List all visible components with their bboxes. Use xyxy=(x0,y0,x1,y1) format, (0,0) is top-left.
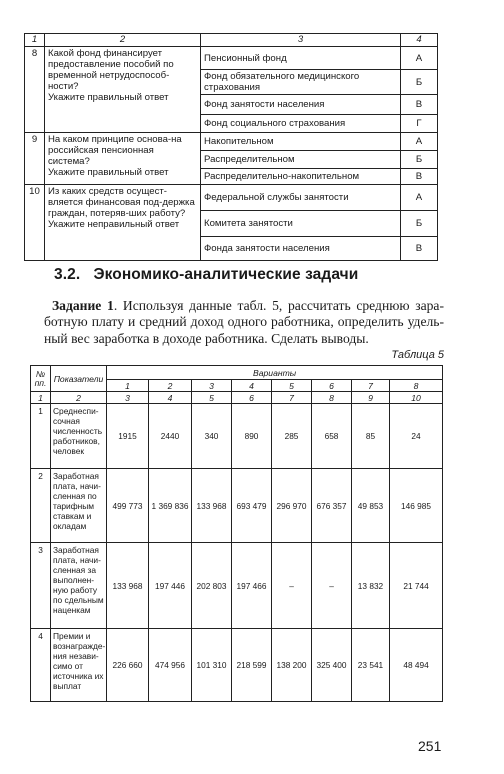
variant-number: 8 xyxy=(390,380,443,392)
quiz-row xyxy=(25,185,438,211)
answer-option: Фонд социального страхования xyxy=(201,115,401,133)
column-number-row xyxy=(31,392,443,404)
value-cell: 138 200 xyxy=(272,629,312,702)
value-cell: 202 803 xyxy=(192,543,232,629)
answer-letter: А xyxy=(401,47,438,70)
answer-letter: Б xyxy=(401,211,438,237)
table-row xyxy=(31,543,443,629)
value-cell: 197 466 xyxy=(232,543,272,629)
value-cell: 285 xyxy=(272,404,312,469)
row-number: 4 xyxy=(31,629,51,702)
quiz-header-col-1: 1 xyxy=(25,34,45,47)
table-row xyxy=(31,404,443,469)
answer-option: Накопительном xyxy=(201,133,401,151)
value-cell: 474 956 xyxy=(149,629,192,702)
answer-letter: А xyxy=(401,133,438,151)
column-number: 10 xyxy=(390,392,443,404)
value-cell: 146 985 xyxy=(390,469,443,543)
value-cell: 101 310 xyxy=(192,629,232,702)
value-cell: 1 369 836 xyxy=(149,469,192,543)
answer-option: Фонд обязательного медицинского страхования xyxy=(201,70,401,95)
variant-number: 6 xyxy=(312,380,352,392)
column-number: 9 xyxy=(352,392,390,404)
value-cell: 218 599 xyxy=(232,629,272,702)
value-cell: – xyxy=(272,543,312,629)
table-row xyxy=(31,469,443,543)
answer-option: Комитета занятости xyxy=(201,211,401,237)
answer-option: Распределительном xyxy=(201,151,401,169)
variant-number: 3 xyxy=(192,380,232,392)
table-row xyxy=(31,629,443,702)
answer-option: Федеральной службы занятости xyxy=(201,185,401,211)
quiz-header-col-2: 2 xyxy=(45,34,201,47)
header-num: № пп. xyxy=(31,366,51,392)
value-cell: 2440 xyxy=(149,404,192,469)
answer-letter: В xyxy=(401,237,438,261)
row-number: 1 xyxy=(31,404,51,469)
value-cell: 693 479 xyxy=(232,469,272,543)
indicator-cell: Премии и вознагражде-ния незави-симо от источника их выплат xyxy=(51,629,107,702)
value-cell: 890 xyxy=(232,404,272,469)
column-number: 1 xyxy=(31,392,51,404)
question-number: 8 xyxy=(25,47,45,133)
quiz-row xyxy=(25,133,438,151)
value-cell: 21 744 xyxy=(390,543,443,629)
answer-option: Пенсионный фонд xyxy=(201,47,401,70)
column-number: 6 xyxy=(232,392,272,404)
variant-number: 1 xyxy=(107,380,149,392)
value-cell: 658 xyxy=(312,404,352,469)
page-number: 251 xyxy=(418,738,442,754)
quiz-header-col-4: 4 xyxy=(401,34,438,47)
question-text: Какой фонд финансирует предоставление пособий по временной нетрудоспособ-ности? Укажите правильный ответ xyxy=(45,47,201,133)
data-header-row xyxy=(31,366,443,380)
data-table xyxy=(30,365,443,702)
header-indicator: Показатели xyxy=(51,366,107,392)
answer-option: Фонда занятости населения xyxy=(201,237,401,261)
value-cell: 133 968 xyxy=(192,469,232,543)
value-cell: 23 541 xyxy=(352,629,390,702)
column-number: 2 xyxy=(51,392,107,404)
quiz-header-col-3: 3 xyxy=(201,34,401,47)
variant-number: 7 xyxy=(352,380,390,392)
value-cell: 13 832 xyxy=(352,543,390,629)
question-number: 10 xyxy=(25,185,45,261)
answer-letter: Г xyxy=(401,115,438,133)
answer-option: Распределительно-накопительном xyxy=(201,169,401,185)
answer-option: Фонд занятости населения xyxy=(201,95,401,115)
section-title: 3.2. Экономико-аналитические задачи xyxy=(54,266,359,283)
value-cell: 49 853 xyxy=(352,469,390,543)
quiz-table xyxy=(24,33,438,261)
value-cell: 197 446 xyxy=(149,543,192,629)
indicator-cell: Заработная плата, начи-сленная по тарифным ставкам и окладам xyxy=(51,469,107,543)
value-cell: 499 773 xyxy=(107,469,149,543)
question-number: 9 xyxy=(25,133,45,185)
task-text: . Используя данные табл. 5, рассчитать среднюю зара-ботную плату и средний доход одного работника, определить удель-ный вес заработка в доходе работника. Сделать выводы. xyxy=(44,298,444,346)
value-cell: 85 xyxy=(352,404,390,469)
column-number: 8 xyxy=(312,392,352,404)
value-cell: 24 xyxy=(390,404,443,469)
value-cell: 1915 xyxy=(107,404,149,469)
column-number: 7 xyxy=(272,392,312,404)
task-paragraph xyxy=(44,298,444,347)
column-number: 3 xyxy=(107,392,149,404)
indicator-cell: Заработная плата, начи-сленная за выполнен-ную работу по сдельным наценкам xyxy=(51,543,107,629)
value-cell: 325 400 xyxy=(312,629,352,702)
value-cell: 676 357 xyxy=(312,469,352,543)
answer-letter: Б xyxy=(401,151,438,169)
task-label: Задание 1 xyxy=(52,298,114,313)
value-cell: 296 970 xyxy=(272,469,312,543)
table-caption: Таблица 5 xyxy=(391,349,444,361)
quiz-header-row xyxy=(25,34,438,47)
header-variants: Варианты xyxy=(107,366,443,380)
value-cell: 226 660 xyxy=(107,629,149,702)
answer-letter: В xyxy=(401,169,438,185)
value-cell: – xyxy=(312,543,352,629)
question-text: На каком принципе основа-на российская пенсионная система? Укажите правильный ответ xyxy=(45,133,201,185)
answer-letter: А xyxy=(401,185,438,211)
value-cell: 48 494 xyxy=(390,629,443,702)
quiz-row xyxy=(25,47,438,70)
indicator-cell: Среднеспи-сочная численность работников, человек xyxy=(51,404,107,469)
column-number: 4 xyxy=(149,392,192,404)
variant-number: 4 xyxy=(232,380,272,392)
value-cell: 340 xyxy=(192,404,232,469)
value-cell: 133 968 xyxy=(107,543,149,629)
column-number: 5 xyxy=(192,392,232,404)
question-text: Из каких средств осущест-вляется финансовая под-держка граждан, потеряв-ших работу? Укажите неправильный ответ xyxy=(45,185,201,261)
answer-letter: Б xyxy=(401,70,438,95)
row-number: 3 xyxy=(31,543,51,629)
variant-number: 5 xyxy=(272,380,312,392)
answer-letter: В xyxy=(401,95,438,115)
variant-number: 2 xyxy=(149,380,192,392)
row-number: 2 xyxy=(31,469,51,543)
